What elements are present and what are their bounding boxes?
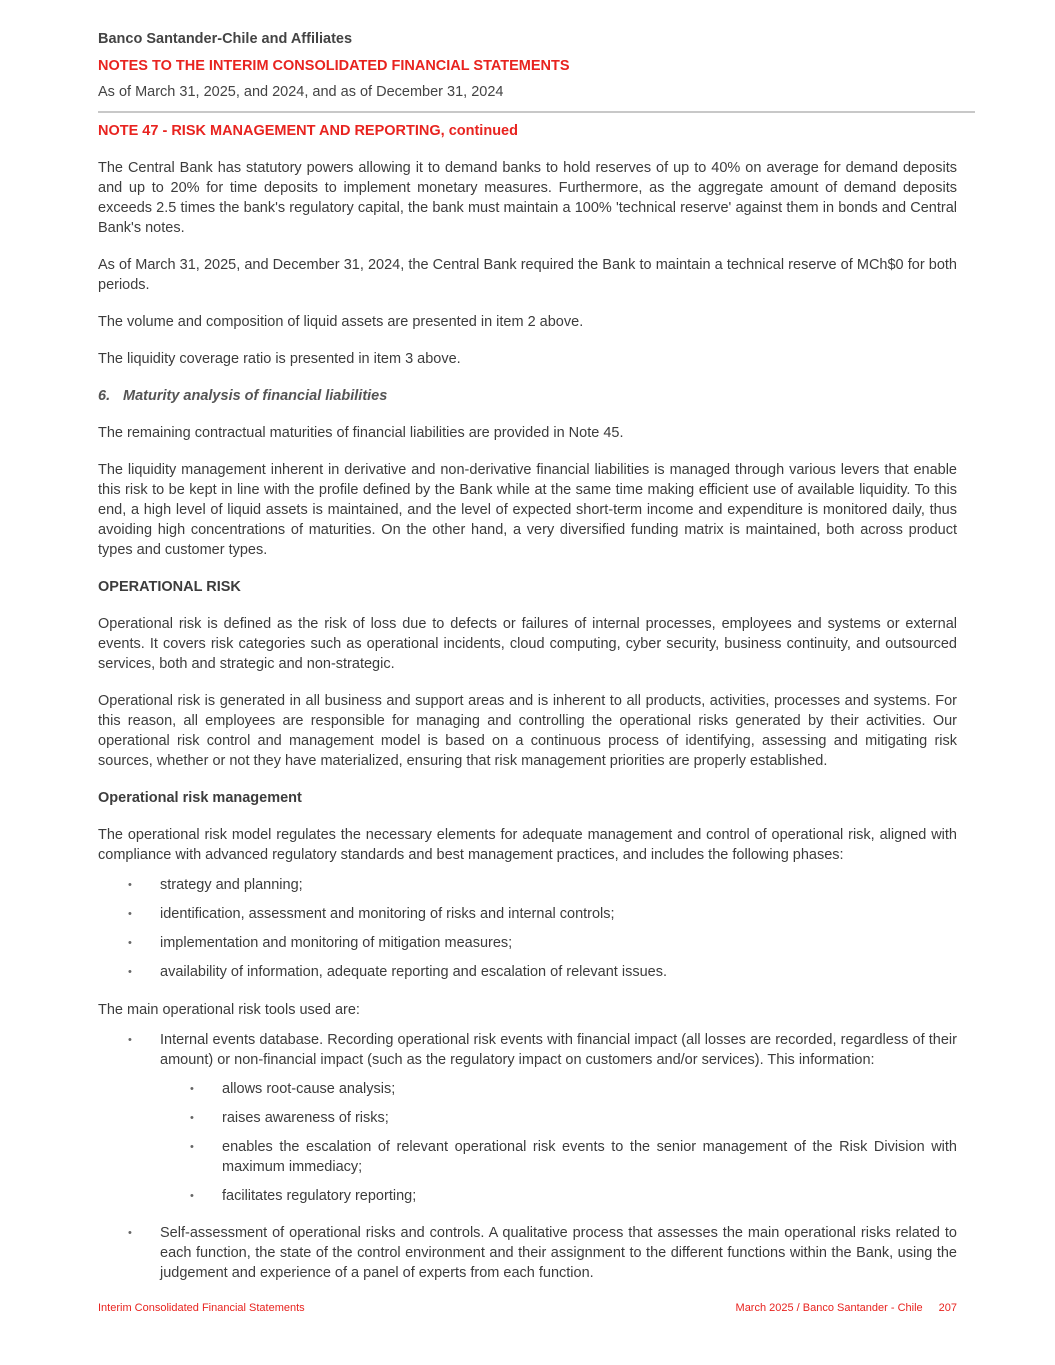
list-item: • allows root-cause analysis;	[160, 1079, 957, 1099]
paragraph-liquidity-ratio: The liquidity coverage ratio is presented in item 3 above.	[98, 351, 461, 367]
page-number: 207	[938, 1302, 957, 1314]
paragraph-tools-intro: The main operational risk tools used are:	[98, 1002, 360, 1018]
as-of-date: As of March 31, 2025, and 2024, and as of December 31, 2024	[98, 84, 504, 100]
company-name: Banco Santander-Chile and Affiliates	[98, 31, 353, 47]
document-body	[98, 121, 957, 1301]
section-6-heading	[98, 386, 957, 406]
list-item: • enables the escalation of relevant operational risk events to the senior management of the Risk Division with maximum immediacy;	[160, 1137, 957, 1177]
header-divider	[98, 111, 975, 113]
operational-risk-heading: OPERATIONAL RISK	[98, 579, 241, 595]
paragraph-liquidity-management: The liquidity management inherent in derivative and non-derivative financial liabilities is managed through various levers that enable this risk to be kept in line with the profile defined by the Bank while at the same time making efficient use of available liquidity. To this end, a high level of liquid assets is maintained, and the level of expected short-term income and expenditure is monitored daily, thus avoiding high concentrations of maturities. On the other hand, a very diversified funding matrix is maintained, both across product types and customer types.	[98, 462, 957, 558]
paragraph-technical-reserve: As of March 31, 2025, and December 31, 2024, the Central Bank required the Bank to maintain a technical reserve of MCh$0 for both periods.	[98, 257, 957, 293]
list-item: • implementation and monitoring of mitigation measures;	[98, 933, 957, 953]
list-item: • raises awareness of risks;	[160, 1108, 957, 1128]
events-database-text: Internal events database. Recording operational risk events with financial impact (all losses are recorded, regardless of their amount) or non-financial impact (such as the regulatory impact on customers and/or services). This information:	[160, 1032, 957, 1068]
note-title: NOTE 47 - RISK MANAGEMENT AND REPORTING, continued	[98, 123, 518, 139]
paragraph-maturities: The remaining contractual maturities of financial liabilities are provided in Note 45.	[98, 425, 624, 441]
list-item-events-database	[98, 1030, 957, 1206]
footer-source: March 2025 / Banco Santander - Chile	[735, 1302, 923, 1314]
section-6-title: Maturity analysis of financial liabilities	[123, 388, 388, 404]
list-item: • identification, assessment and monitoring of risks and internal controls;	[98, 904, 957, 924]
tools-list	[98, 1030, 957, 1283]
list-item-self-assessment: • Self-assessment of operational risks and controls. A qualitative process that assesses the main operational risks related to each function, the state of the control environment and their assignment to the different functions within the Bank, using the judgement and experience of a panel of experts from each function.	[98, 1223, 957, 1283]
list-item: • facilitates regulatory reporting;	[160, 1186, 957, 1206]
phases-list	[98, 875, 957, 982]
events-database-sublist	[160, 1079, 957, 1206]
notes-title: NOTES TO THE INTERIM CONSOLIDATED FINANCIAL STATEMENTS	[98, 58, 570, 74]
paragraph-op-risk-model: The operational risk model regulates the necessary elements for adequate management and control of operational risk, aligned with compliance with advanced regulatory standards and best management practices, and includes the following phases:	[98, 827, 957, 863]
footer-right	[736, 1302, 957, 1314]
paragraph-op-risk-definition: Operational risk is defined as the risk of loss due to defects or failures of internal processes, employees and systems or external events. It covers risk categories such as operational incidents, cloud computing, cyber security, business continuity, and outsourced services, both and strategic and non-strategic.	[98, 616, 957, 672]
paragraph-reserves: The Central Bank has statutory powers allowing it to demand banks to hold reserves of up to 40% on average for demand deposits and up to 20% for time deposits to implement monetary measures. Furthermore, as the aggregate amount of demand deposits exceeds 2.5 times the bank's regulatory capital, the bank must maintain a 100% 'technical reserve' against them in bonds and Central Bank's notes.	[98, 160, 957, 236]
section-6-number: 6.	[98, 388, 111, 404]
list-item: • strategy and planning;	[98, 875, 957, 895]
paragraph-liquid-assets: The volume and composition of liquid assets are presented in item 2 above.	[98, 314, 584, 330]
list-item: • availability of information, adequate reporting and escalation of relevant issues.	[98, 962, 957, 982]
paragraph-op-risk-generation: Operational risk is generated in all business and support areas and is inherent to all products, activities, processes and systems. For this reason, all employees are responsible for managing and controlling the operational risks generated by their activities. Our operational risk control and management model is based on a continuous process of identifying, assessing and mitigating risk sources, whether or not they have materialized, ensuring that risk management priorities are properly established.	[98, 693, 957, 769]
op-risk-management-heading: Operational risk management	[98, 790, 302, 806]
footer-left: Interim Consolidated Financial Statements	[98, 1302, 305, 1314]
